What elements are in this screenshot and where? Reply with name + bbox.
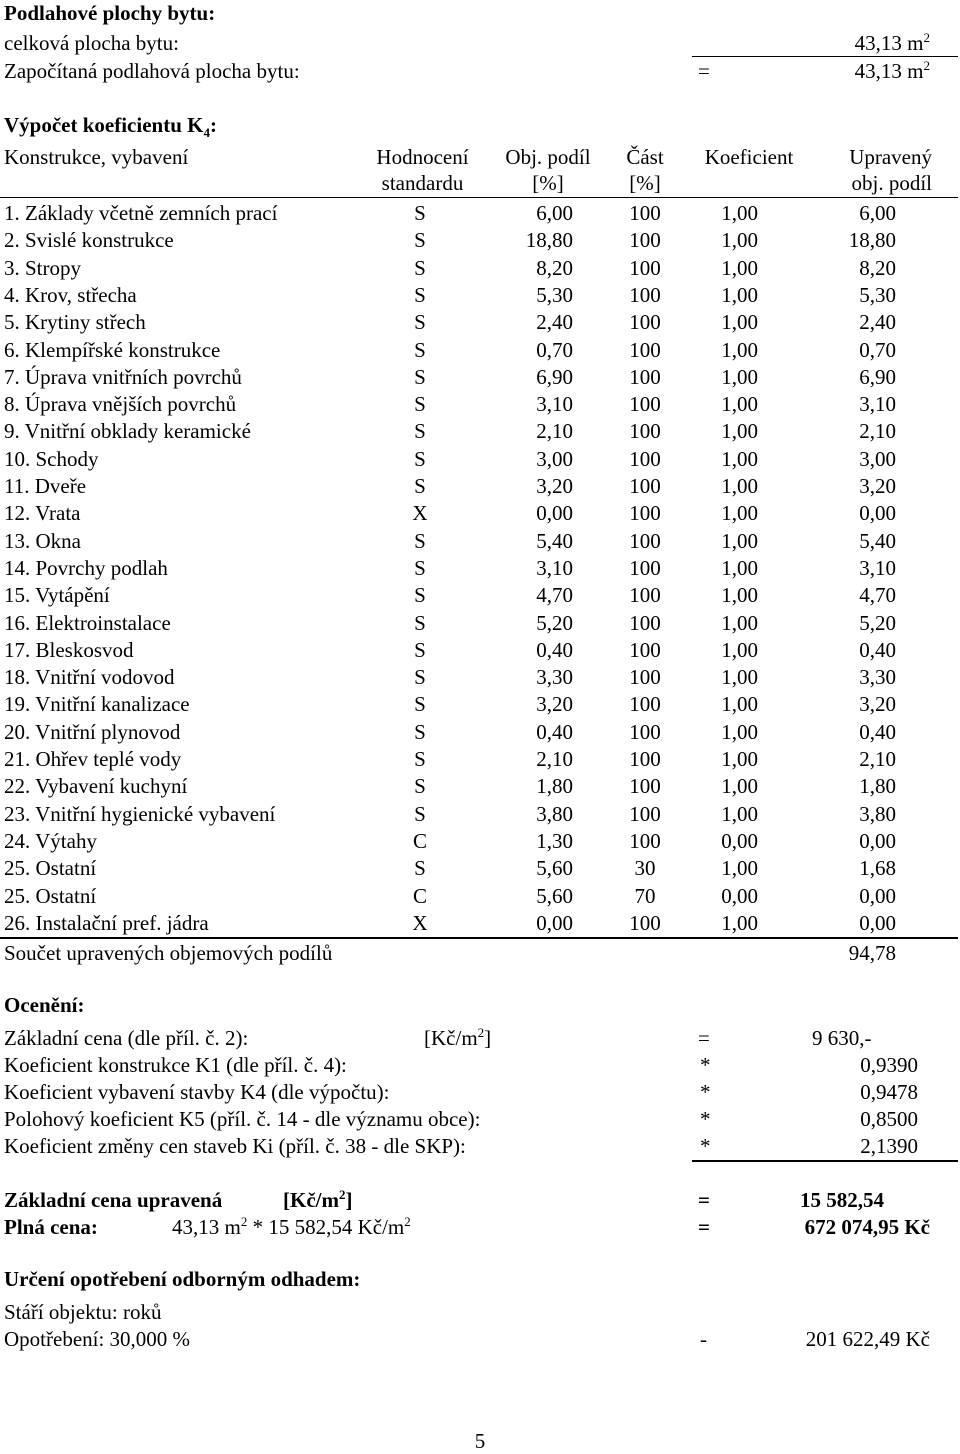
adjusted-price-label: Základní cena upravená [4, 1188, 223, 1212]
row-coefficient: 1,00 [721, 692, 758, 716]
row-adjusted-share: 0,00 [859, 911, 896, 935]
row-item-name: 22. Vybavení kuchyní [4, 774, 188, 798]
row-item-name: 3. Stropy [4, 256, 82, 280]
k4-operator: * [700, 1080, 711, 1104]
full-price-operator: = [698, 1215, 710, 1239]
row-item-name: 19. Vnitřní kanalizace [4, 692, 190, 716]
row-part: 100 [629, 419, 661, 443]
base-price-operator: = [698, 1026, 710, 1050]
sum-value: 94,78 [848, 941, 896, 965]
row-share: 2,40 [536, 310, 573, 334]
row-adjusted-share: 3,80 [859, 802, 896, 826]
row-share: 1,30 [536, 829, 573, 853]
row-coefficient: 1,00 [721, 856, 758, 880]
row-rating: S [414, 665, 426, 689]
adjusted-price-unit: $[Kč/m^2]$ [283, 1187, 353, 1212]
row-coefficient: 1,00 [721, 501, 758, 525]
row-adjusted-share: 5,20 [859, 611, 896, 635]
row-share: 0,40 [536, 638, 573, 662]
row-part: 100 [629, 529, 661, 553]
row-part: 100 [629, 583, 661, 607]
row-share: 6,00 [536, 201, 573, 225]
base-price-label: Základní cena (dle příl. č. 2): [4, 1026, 249, 1050]
counted-area-label: Započítaná podlahová plocha bytu: [4, 59, 300, 83]
row-share: 3,30 [536, 665, 573, 689]
row-item-name: 6. Klempířské konstrukce [4, 338, 221, 362]
row-rating: X [412, 501, 428, 525]
row-item-name: 18. Vnitřní vodovod [4, 665, 175, 689]
header-construction: Konstrukce, vybavení [4, 145, 189, 169]
row-share: 3,20 [536, 692, 573, 716]
header-part: Část [%] [626, 145, 664, 195]
row-coefficient: 1,00 [721, 747, 758, 771]
row-adjusted-share: 8,20 [859, 256, 896, 280]
row-share: 0,00 [536, 911, 573, 935]
header-divider [0, 197, 958, 198]
row-share: 2,10 [536, 747, 573, 771]
row-item-name: 26. Instalační pref. jádra [4, 911, 209, 935]
divider [692, 56, 958, 57]
header-rating: Hodnocení standardu [376, 145, 469, 195]
row-item-name: 15. Vytápění [4, 583, 110, 607]
row-part: 100 [629, 747, 661, 771]
row-adjusted-share: 3,20 [859, 474, 896, 498]
row-part: 100 [629, 665, 661, 689]
row-adjusted-share: 3,20 [859, 692, 896, 716]
age-row: Stáří objektu: roků [4, 1300, 162, 1324]
ki-label: Koeficient změny cen staveb Ki (příl. č. 38 - dle SKP): [4, 1134, 466, 1158]
row-part: 100 [629, 911, 661, 935]
row-part: 100 [629, 338, 661, 362]
row-item-name: 25. Ostatní [4, 884, 97, 908]
row-adjusted-share: 3,10 [859, 556, 896, 580]
row-share: 0,40 [536, 720, 573, 744]
row-part: 30 [634, 856, 656, 880]
row-coefficient: 0,00 [721, 829, 758, 853]
row-part: 100 [629, 802, 661, 826]
row-adjusted-share: 5,30 [859, 283, 896, 307]
row-item-name: 20. Vnitřní plynovod [4, 720, 181, 744]
row-rating: S [414, 447, 426, 471]
row-item-name: 16. Elektroinstalace [4, 611, 171, 635]
row-adjusted-share: 1,80 [859, 774, 896, 798]
header-coefficient: Koeficient [704, 145, 794, 169]
row-rating: S [414, 774, 426, 798]
counted-area-equals: = [698, 59, 710, 83]
row-rating: S [414, 583, 426, 607]
sum-divider [0, 937, 958, 939]
wear-value: 201 622,49 Kč [805, 1327, 930, 1351]
row-rating: S [414, 802, 426, 826]
row-share: 3,10 [536, 392, 573, 416]
row-coefficient: 1,00 [721, 638, 758, 662]
row-adjusted-share: 4,70 [859, 583, 896, 607]
row-share: 5,30 [536, 283, 573, 307]
k4-label: Koeficient vybavení stavby K4 (dle výpočtu): [4, 1080, 390, 1104]
valuation-divider [692, 1160, 958, 1162]
row-coefficient: 1,00 [721, 447, 758, 471]
ki-operator: * [700, 1134, 711, 1158]
row-share: 18,80 [525, 228, 573, 252]
full-price-formula: 43,13 $m^2 * 15$ 582,54 $Kč/m^2$ [172, 1214, 411, 1239]
row-item-name: 13. Okna [4, 529, 81, 553]
row-item-name: 24. Výtahy [4, 829, 97, 853]
row-coefficient: 0,00 [721, 884, 758, 908]
row-part: 100 [629, 392, 661, 416]
row-item-name: 17. Bleskosvod [4, 638, 134, 662]
row-part: 100 [629, 556, 661, 580]
k4-value: 0,9478 [860, 1080, 918, 1104]
k4-heading: Výpočet koeficientu $K_4$: [4, 113, 217, 141]
row-item-name: 9. Vnitřní obklady keramické [4, 419, 251, 443]
row-item-name: 21. Ohřev teplé vody [4, 747, 182, 771]
row-adjusted-share: 6,00 [859, 201, 896, 225]
row-rating: S [414, 720, 426, 744]
full-price-label: Plná cena: [4, 1215, 98, 1239]
row-share: 3,20 [536, 474, 573, 498]
row-item-name: 2. Svislé konstrukce [4, 228, 174, 252]
page-number: 5 [474, 1429, 486, 1453]
row-part: 100 [629, 501, 661, 525]
row-share: 5,40 [536, 529, 573, 553]
row-coefficient: 1,00 [721, 228, 758, 252]
row-share: 0,70 [536, 338, 573, 362]
row-part: 100 [629, 201, 661, 225]
row-part: 100 [629, 256, 661, 280]
row-coefficient: 1,00 [721, 310, 758, 334]
row-coefficient: 1,00 [721, 774, 758, 798]
row-adjusted-share: 0,00 [859, 829, 896, 853]
row-rating: S [414, 638, 426, 662]
row-part: 100 [629, 365, 661, 389]
row-part: 100 [629, 310, 661, 334]
row-rating: S [414, 692, 426, 716]
adjusted-price-operator: = [698, 1188, 710, 1212]
full-price-value: 672 074,95 Kč [804, 1215, 930, 1239]
row-part: 100 [629, 283, 661, 307]
row-coefficient: 1,00 [721, 365, 758, 389]
floor-heading: Podlahové plochy bytu: [4, 1, 216, 25]
row-coefficient: 1,00 [721, 338, 758, 362]
row-coefficient: 1,00 [721, 611, 758, 635]
row-coefficient: 1,00 [721, 474, 758, 498]
k5-operator: * [700, 1107, 711, 1131]
row-share: 5,20 [536, 611, 573, 635]
row-part: 100 [629, 774, 661, 798]
base-price-unit: $[Kč/m^2]$ [424, 1025, 492, 1050]
row-share: 5,60 [536, 856, 573, 880]
row-adjusted-share: 18,80 [848, 228, 896, 252]
row-coefficient: 1,00 [721, 392, 758, 416]
row-share: 6,90 [536, 365, 573, 389]
row-part: 70 [634, 884, 656, 908]
row-item-name: 5. Krytiny střech [4, 310, 146, 334]
row-rating: C [412, 884, 427, 908]
adjusted-price-value: 15 582,54 [800, 1188, 884, 1212]
row-coefficient: 1,00 [721, 911, 758, 935]
wear-heading: Určení opotřebení odborným odhadem: [4, 1267, 361, 1291]
row-share: 5,60 [536, 884, 573, 908]
header-share: Obj. podíl [%] [505, 145, 591, 195]
row-adjusted-share: 2,10 [859, 747, 896, 771]
k1-label: Koeficient konstrukce K1 (dle příl. č. 4): [4, 1053, 347, 1077]
row-item-name: 14. Povrchy podlah [4, 556, 168, 580]
row-rating: S [414, 474, 426, 498]
row-item-name: 7. Úprava vnitřních povrchů [4, 365, 242, 389]
row-rating: S [414, 338, 426, 362]
row-item-name: 23. Vnitřní hygienické vybavení [4, 802, 276, 826]
row-item-name: 12. Vrata [4, 501, 81, 525]
row-item-name: 11. Dveře [4, 474, 87, 498]
row-part: 100 [629, 611, 661, 635]
row-rating: S [414, 419, 426, 443]
row-share: 0,00 [536, 501, 573, 525]
row-item-name: 10. Schody [4, 447, 99, 471]
row-rating: S [414, 556, 426, 580]
row-part: 100 [629, 474, 661, 498]
row-rating: S [414, 392, 426, 416]
row-adjusted-share: 0,00 [859, 501, 896, 525]
row-share: 2,10 [536, 419, 573, 443]
row-adjusted-share: 3,00 [859, 447, 896, 471]
row-coefficient: 1,00 [721, 419, 758, 443]
row-coefficient: 1,00 [721, 802, 758, 826]
row-part: 100 [629, 638, 661, 662]
row-adjusted-share: 1,68 [859, 856, 896, 880]
row-adjusted-share: 0,40 [859, 720, 896, 744]
base-price-value: 9 630,- [812, 1026, 872, 1050]
k1-value: 0,9390 [860, 1053, 918, 1077]
row-rating: S [414, 201, 426, 225]
row-adjusted-share: 0,00 [859, 884, 896, 908]
row-adjusted-share: 0,70 [859, 338, 896, 362]
row-coefficient: 1,00 [721, 720, 758, 744]
row-adjusted-share: 0,40 [859, 638, 896, 662]
row-coefficient: 1,00 [721, 201, 758, 225]
row-adjusted-share: 5,40 [859, 529, 896, 553]
ki-value: 2,1390 [860, 1134, 918, 1158]
row-coefficient: 1,00 [721, 665, 758, 689]
valuation-heading: Ocenění: [4, 993, 85, 1017]
row-coefficient: 1,00 [721, 556, 758, 580]
row-part: 100 [629, 692, 661, 716]
k1-operator: * [700, 1053, 711, 1077]
row-item-name: 4. Krov, střecha [4, 283, 137, 307]
row-rating: S [414, 256, 426, 280]
row-rating: S [414, 365, 426, 389]
row-rating: S [414, 310, 426, 334]
row-rating: S [414, 529, 426, 553]
row-rating: C [412, 829, 427, 853]
row-adjusted-share: 2,40 [859, 310, 896, 334]
row-part: 100 [629, 228, 661, 252]
row-share: 3,10 [536, 556, 573, 580]
row-item-name: 1. Základy včetně zemních prací [4, 201, 278, 225]
counted-area-value: 43,13 $m^2$ [854, 58, 930, 83]
row-share: 3,00 [536, 447, 573, 471]
row-share: 8,20 [536, 256, 573, 280]
row-adjusted-share: 2,10 [859, 419, 896, 443]
row-share: 4,70 [536, 583, 573, 607]
row-rating: S [414, 856, 426, 880]
sum-label: Součet upravených objemových podílů [4, 941, 333, 965]
row-coefficient: 1,00 [721, 583, 758, 607]
row-adjusted-share: 6,90 [859, 365, 896, 389]
row-coefficient: 1,00 [721, 256, 758, 280]
row-coefficient: 1,00 [721, 283, 758, 307]
row-coefficient: 1,00 [721, 529, 758, 553]
total-area-label: celková plocha bytu: [4, 31, 179, 55]
row-share: 3,80 [536, 802, 573, 826]
total-area-value: 43,13 $m^2$ [854, 30, 930, 55]
row-part: 100 [629, 829, 661, 853]
row-adjusted-share: 3,10 [859, 392, 896, 416]
wear-label: Opotřebení: 30,000 % [4, 1327, 191, 1351]
row-rating: X [412, 911, 428, 935]
row-adjusted-share: 3,30 [859, 665, 896, 689]
row-part: 100 [629, 720, 661, 744]
row-part: 100 [629, 447, 661, 471]
row-rating: S [414, 611, 426, 635]
row-item-name: 8. Úprava vnějších povrchů [4, 392, 237, 416]
row-rating: S [414, 228, 426, 252]
k5-label: Polohový koeficient K5 (příl. č. 14 - dle významu obce): [4, 1107, 481, 1131]
row-item-name: 25. Ostatní [4, 856, 97, 880]
k5-value: 0,8500 [860, 1107, 918, 1131]
row-rating: S [414, 747, 426, 771]
wear-operator: - [700, 1327, 707, 1351]
row-share: 1,80 [536, 774, 573, 798]
row-rating: S [414, 283, 426, 307]
header-adjusted: Upravený obj. podíl [849, 145, 932, 195]
